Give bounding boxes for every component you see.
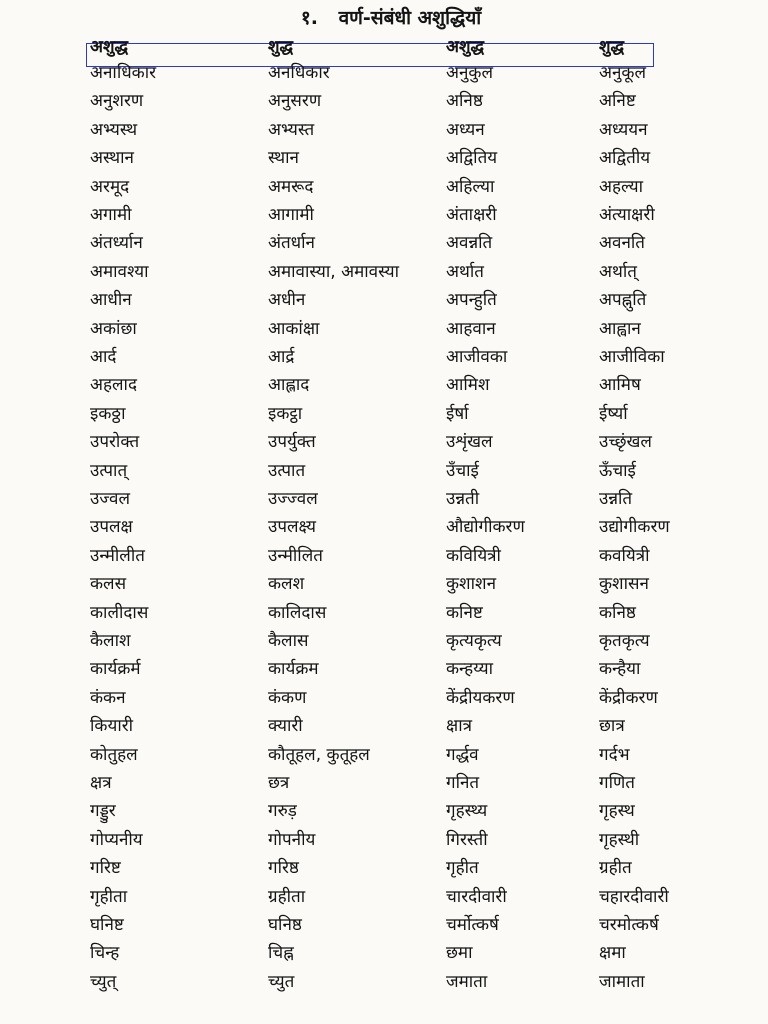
incorrect-word-1: च्युत्	[90, 971, 117, 992]
word-row	[0, 627, 768, 655]
correct-word-2: उच्छृंखल	[599, 432, 652, 453]
incorrect-word-2: औद्योगीकरण	[446, 517, 525, 538]
incorrect-word-2: गर्द्धव	[446, 744, 479, 765]
correct-word-1: स्थान	[268, 148, 299, 169]
incorrect-word-2: चर्मोत्कर्ष	[446, 915, 499, 935]
correct-word-1: आकांक्षा	[268, 318, 320, 339]
correct-word-2: गृहस्थी	[599, 829, 640, 850]
correct-word-1: कालिदास	[268, 602, 327, 623]
correct-word-1: आह्लाद	[268, 375, 310, 396]
incorrect-word-2: गिरस्ती	[446, 829, 488, 850]
word-row	[0, 712, 768, 740]
word-row	[0, 797, 768, 825]
correct-word-2: कवयित्री	[599, 545, 650, 566]
correct-word-1: क्यारी	[268, 716, 303, 737]
word-row	[0, 968, 768, 996]
incorrect-word-1: गड्डुर	[90, 801, 116, 822]
correct-word-2: उद्योगीकरण	[599, 517, 670, 538]
incorrect-word-2: गृहीत	[446, 858, 479, 879]
incorrect-word-1: कोतुहल	[90, 744, 138, 765]
correct-word-1: आगामी	[268, 205, 314, 225]
incorrect-word-1: गृहीता	[90, 886, 128, 907]
word-row	[0, 258, 768, 286]
correct-word-2: कन्हैया	[599, 659, 641, 680]
incorrect-word-1: क्षत्र	[90, 773, 112, 793]
word-row	[0, 343, 768, 371]
incorrect-word-1: उत्पात्	[90, 460, 128, 481]
incorrect-word-1: अगामी	[90, 205, 132, 225]
incorrect-word-2: आहवान	[446, 318, 496, 339]
word-row	[0, 854, 768, 882]
incorrect-word-1: उपरोक्त	[90, 432, 140, 453]
correct-word-1: उन्मीलित	[268, 545, 323, 566]
correct-word-2: गर्दभ	[599, 744, 630, 765]
word-row	[0, 315, 768, 343]
correct-word-1: अनधिकार	[268, 63, 330, 83]
incorrect-word-2: कनिष्ट	[446, 602, 483, 623]
correct-word-2: जामाता	[599, 971, 645, 992]
correct-word-2: कनिष्ठ	[599, 602, 636, 623]
correct-word-1: कंकण	[268, 687, 307, 708]
word-row	[0, 457, 768, 485]
incorrect-word-2: छमा	[446, 943, 473, 964]
word-row	[0, 939, 768, 967]
incorrect-word-1: कालीदास	[90, 602, 149, 623]
correct-word-1: ग्रहीता	[268, 886, 306, 907]
correct-word-1: उज्ज्वल	[268, 489, 318, 509]
incorrect-word-1: घनिष्ट	[90, 915, 124, 935]
correct-word-1: अधीन	[268, 290, 306, 311]
correct-word-1: कलश	[268, 574, 305, 595]
incorrect-word-2: क्षात्र	[446, 716, 472, 737]
incorrect-word-2: गृहस्थ्य	[446, 801, 488, 822]
correct-word-1: घनिष्ठ	[268, 915, 302, 935]
correct-word-1: च्युत	[268, 971, 295, 992]
correct-word-2: गणित	[599, 773, 635, 793]
word-row	[0, 428, 768, 456]
incorrect-word-2: कवियित्री	[446, 545, 501, 566]
header-incorrect-2: अशुद्ध	[446, 37, 485, 57]
correct-word-2: अनुकूल	[599, 63, 647, 83]
correct-word-2: केंद्रीकरण	[599, 687, 658, 708]
correct-word-1: अनुसरण	[268, 91, 322, 112]
correct-word-1: चिह्न	[268, 943, 294, 964]
word-row	[0, 684, 768, 712]
word-row	[0, 371, 768, 399]
incorrect-word-2: अंताक्षरी	[446, 205, 497, 225]
correct-word-2: चहारदीवारी	[599, 886, 669, 907]
incorrect-word-2: कन्हय्या	[446, 659, 494, 680]
incorrect-word-1: अभ्यस्थ	[90, 119, 138, 140]
correct-word-1: अंतर्धान	[268, 233, 315, 254]
correct-word-2: अध्ययन	[599, 119, 648, 140]
correct-word-1: उपलक्ष्य	[268, 517, 316, 538]
correct-word-2: अर्थात्	[599, 261, 637, 282]
correct-word-1: छत्र	[268, 773, 290, 793]
correct-word-2: आमिष	[599, 375, 641, 396]
incorrect-word-1: अनाधिकार	[90, 63, 157, 83]
correct-word-1: कैलास	[268, 631, 309, 651]
incorrect-word-2: जमाता	[446, 971, 488, 992]
correct-word-1: अभ्यस्त	[268, 119, 315, 140]
incorrect-word-2: चारदीवारी	[446, 886, 507, 907]
word-row	[0, 911, 768, 939]
word-row	[0, 116, 768, 144]
correct-word-2: ईर्ष्या	[599, 403, 628, 424]
incorrect-word-2: अध्यन	[446, 119, 485, 140]
incorrect-word-2: उन्नती	[446, 489, 480, 509]
incorrect-word-1: गोप्यनीय	[90, 829, 143, 850]
incorrect-word-1: अनुशरण	[90, 91, 144, 112]
incorrect-word-2: केंद्रीयकरण	[446, 687, 515, 708]
word-row	[0, 485, 768, 513]
correct-word-2: आजीविका	[599, 347, 665, 367]
incorrect-word-1: अस्थान	[90, 148, 134, 169]
correct-word-2: छात्र	[599, 716, 625, 737]
correct-word-2: आह्वान	[599, 318, 641, 339]
incorrect-word-2: ईर्षा	[446, 403, 469, 424]
word-row	[0, 87, 768, 115]
incorrect-word-2: अवन्नति	[446, 233, 493, 254]
incorrect-word-1: कियारी	[90, 716, 134, 737]
incorrect-word-1: उन्मीलीत	[90, 545, 145, 566]
incorrect-word-1: कलस	[90, 574, 127, 595]
correct-word-1: अमावास्या, अमावस्या	[268, 261, 399, 282]
incorrect-word-1: गरिष्ट	[90, 858, 121, 879]
incorrect-word-1: अंतर्ध्यान	[90, 233, 143, 254]
correct-word-2: अनिष्ट	[599, 91, 636, 112]
correct-word-2: उन्नति	[599, 489, 633, 509]
word-row	[0, 513, 768, 541]
header-correct-2: शुद्ध	[599, 37, 625, 57]
incorrect-word-2: आजीवका	[446, 347, 508, 367]
correct-word-2: अद्वितीय	[599, 148, 651, 169]
correct-word-2: गृहस्थ	[599, 801, 635, 822]
incorrect-word-2: उँचाई	[446, 460, 479, 481]
incorrect-word-2: आमिश	[446, 375, 490, 396]
incorrect-word-2: अनुकुल	[446, 63, 494, 83]
word-row	[0, 59, 768, 87]
incorrect-word-2: अद्वितिय	[446, 148, 498, 169]
incorrect-word-1: आर्द	[90, 347, 117, 367]
incorrect-word-2: अहिल्या	[446, 176, 495, 197]
correct-word-1: कार्यक्रम	[268, 659, 319, 680]
title-text: वर्ण-संबंधी अशुद्धियाँ	[338, 7, 482, 29]
word-row	[0, 400, 768, 428]
word-row	[0, 883, 768, 911]
correct-word-2: ऊँचाई	[599, 460, 636, 481]
incorrect-word-1: आधीन	[90, 290, 132, 311]
incorrect-word-2: कृत्यकृत्य	[446, 631, 502, 651]
incorrect-word-1: कैलाश	[90, 631, 131, 651]
word-row	[0, 826, 768, 854]
correct-word-2: अहल्या	[599, 176, 644, 197]
header-correct-1: शुद्ध	[268, 37, 294, 57]
correct-word-1: उपर्युक्त	[268, 432, 316, 453]
word-row	[0, 173, 768, 201]
correct-word-1: गोपनीय	[268, 829, 316, 850]
incorrect-word-2: कुशाशन	[446, 574, 497, 595]
word-row	[0, 599, 768, 627]
correct-word-1: गरिष्ठ	[268, 858, 299, 879]
title-number: १.	[300, 7, 318, 29]
correct-word-2: चरमोत्कर्ष	[599, 915, 659, 935]
correct-word-2: ग्रहीत	[599, 858, 632, 879]
word-row	[0, 570, 768, 598]
word-row	[0, 286, 768, 314]
incorrect-word-1: अमावश्या	[90, 261, 149, 282]
word-row	[0, 229, 768, 257]
incorrect-word-1: अरमूद	[90, 176, 130, 197]
incorrect-word-2: अर्थात	[446, 261, 484, 282]
correct-word-1: इकट्ठा	[268, 403, 303, 424]
incorrect-word-2: गनित	[446, 773, 480, 793]
correct-word-2: अवनति	[599, 233, 645, 254]
correct-word-1: उत्पात	[268, 460, 306, 481]
incorrect-word-1: अकांछा	[90, 318, 137, 339]
word-row	[0, 201, 768, 229]
word-row	[0, 769, 768, 797]
incorrect-word-2: उशृंखल	[446, 432, 493, 453]
correct-word-1: अमरूद	[268, 176, 314, 197]
incorrect-word-1: इकठ्ठा	[90, 403, 126, 424]
correct-word-2: कृतकृत्य	[599, 631, 650, 651]
incorrect-word-1: कार्यक्रर्म	[90, 659, 141, 680]
correct-word-1: गरुड़	[268, 801, 297, 822]
correct-word-2: अंत्याक्षरी	[599, 205, 655, 225]
correct-word-2: कुशासन	[599, 574, 649, 595]
word-row	[0, 655, 768, 683]
incorrect-word-1: चिन्ह	[90, 943, 120, 964]
incorrect-word-2: अपन्हुति	[446, 290, 497, 311]
correct-word-1: आर्द्र	[268, 347, 295, 367]
header-incorrect-1: अशुद्ध	[90, 37, 129, 57]
incorrect-word-1: कंकन	[90, 687, 126, 708]
correct-word-2: क्षमा	[599, 943, 626, 964]
word-row	[0, 542, 768, 570]
incorrect-word-1: उपलक्ष	[90, 517, 133, 538]
correct-word-2: अपह्नुति	[599, 290, 647, 311]
incorrect-word-2: अनिष्ठ	[446, 91, 483, 112]
word-row	[0, 741, 768, 769]
incorrect-word-1: अहलाद	[90, 375, 137, 396]
correct-word-1: कौतूहल, कुतूहल	[268, 744, 370, 765]
incorrect-word-1: उज्वल	[90, 489, 131, 509]
word-row	[0, 144, 768, 172]
